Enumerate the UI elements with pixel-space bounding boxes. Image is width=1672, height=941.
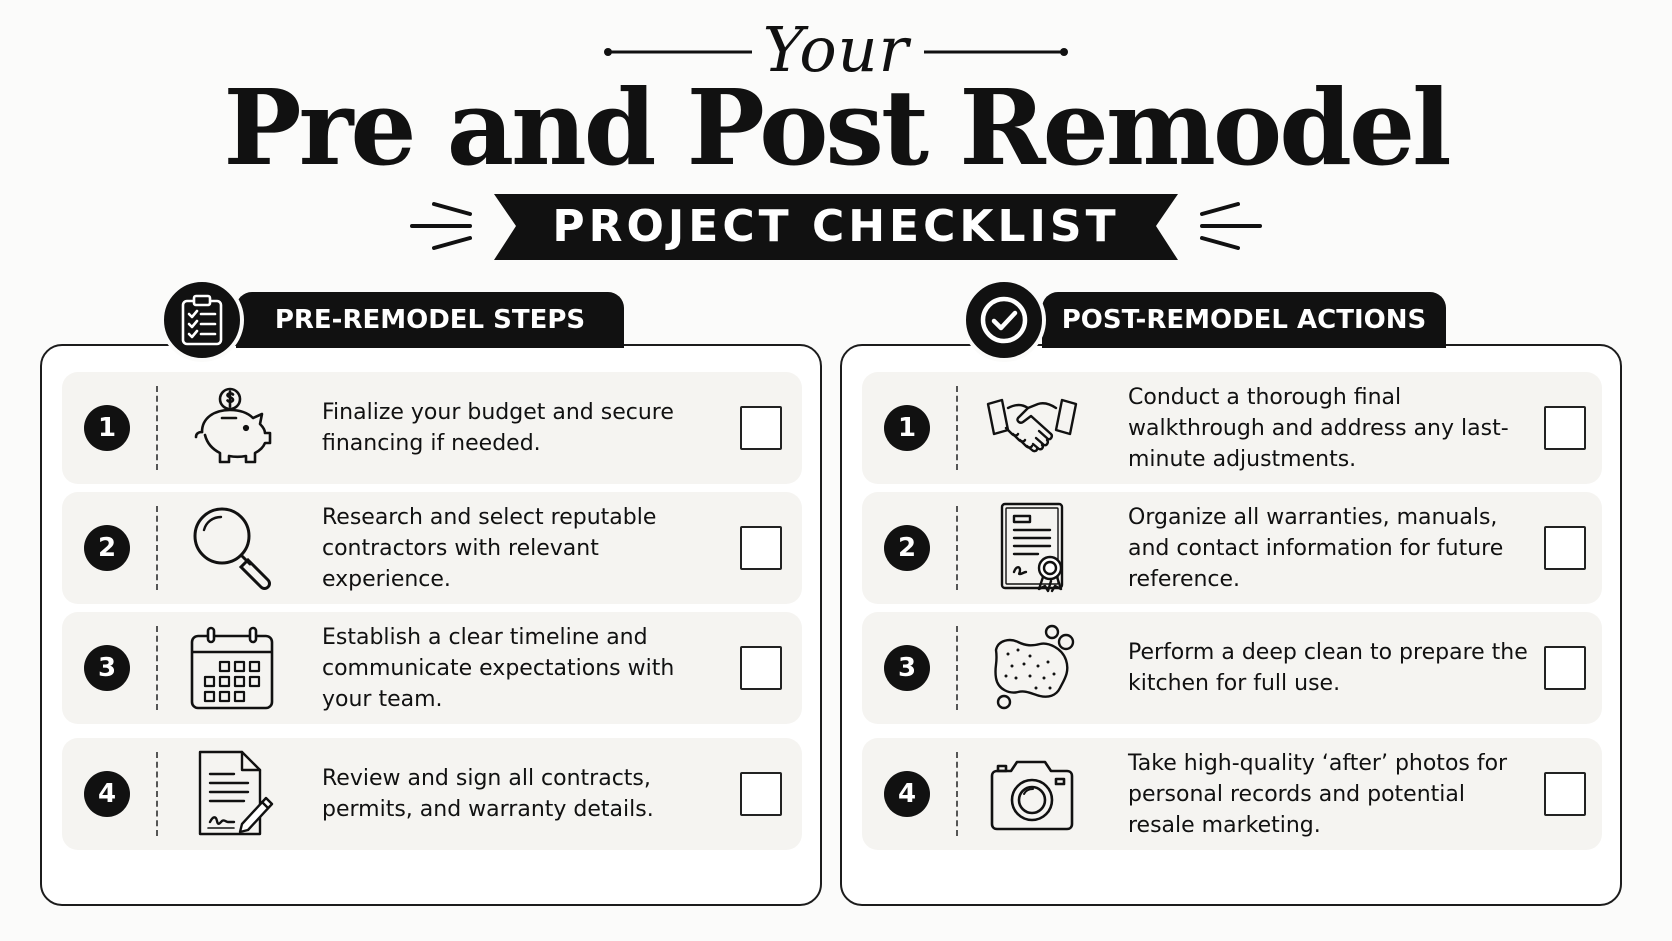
pre-remodel-heading: PRE-REMODEL STEPS: [236, 292, 624, 348]
step-text: Establish a clear timeline and communicate expectations with your team.: [322, 624, 675, 712]
step-checkbox[interactable]: [740, 526, 782, 570]
header-script-word: Your: [762, 13, 910, 86]
clipboard-checklist-icon: [160, 278, 244, 362]
piggy-bank-icon: [186, 382, 278, 474]
step-text: Take high-quality ‘after’ photos for personal records and potential resale marketing.: [1128, 750, 1508, 838]
pre-remodel-panel: [40, 344, 822, 906]
row-divider: [956, 386, 958, 470]
checklist-row: [62, 492, 802, 604]
contract-pen-icon: [186, 748, 278, 840]
step-checkbox[interactable]: [1544, 526, 1586, 570]
step-text: Conduct a thorough final walkthrough and address any last-minute adjustments.: [1128, 384, 1509, 472]
step-number: 2: [884, 525, 930, 571]
checklist-row: [862, 492, 1602, 604]
sponge-icon: [986, 622, 1078, 714]
checklist-row: [862, 612, 1602, 724]
calendar-icon: [186, 622, 278, 714]
row-divider: [156, 506, 158, 590]
row-divider: [156, 626, 158, 710]
step-number: 3: [884, 645, 930, 691]
handshake-icon: [986, 382, 1078, 474]
row-divider: [156, 752, 158, 836]
step-text: Research and select reputable contractors with relevant experience.: [322, 504, 657, 592]
step-number: 2: [84, 525, 130, 571]
camera-icon: [986, 748, 1078, 840]
step-checkbox[interactable]: [740, 772, 782, 816]
step-number: 4: [884, 771, 930, 817]
step-text: Finalize your budget and secure financing if needed.: [322, 400, 674, 456]
step-checkbox[interactable]: [1544, 406, 1586, 450]
checklist-row: [62, 372, 802, 484]
checklist-row: [62, 612, 802, 724]
step-number: 1: [884, 405, 930, 451]
row-divider: [156, 386, 158, 470]
step-text: Organize all warranties, manuals, and contact information for future reference.: [1128, 504, 1504, 592]
step-checkbox[interactable]: [1544, 772, 1586, 816]
step-checkbox[interactable]: [740, 406, 782, 450]
row-divider: [956, 752, 958, 836]
checklist-row: [862, 738, 1602, 850]
step-checkbox[interactable]: [740, 646, 782, 690]
certificate-icon: [986, 502, 1078, 594]
page-title: Pre and Post Remodel: [223, 66, 1449, 189]
step-text: Review and sign all contracts, permits, and warranty details.: [322, 766, 654, 822]
step-number: 1: [84, 405, 130, 451]
row-divider: [956, 626, 958, 710]
post-remodel-panel: [840, 344, 1622, 906]
step-number: 4: [84, 771, 130, 817]
checklist-row: [62, 738, 802, 850]
step-text: Perform a deep clean to prepare the kitchen for full use.: [1128, 640, 1528, 696]
row-divider: [956, 506, 958, 590]
magnifying-glass-icon: [186, 502, 278, 594]
step-number: 3: [84, 645, 130, 691]
check-circle-icon: [962, 278, 1046, 362]
post-remodel-heading: POST-REMODEL ACTIONS: [1042, 292, 1446, 348]
checklist-row: [862, 372, 1602, 484]
banner-label: PROJECT CHECKLIST: [552, 201, 1120, 252]
step-checkbox[interactable]: [1544, 646, 1586, 690]
